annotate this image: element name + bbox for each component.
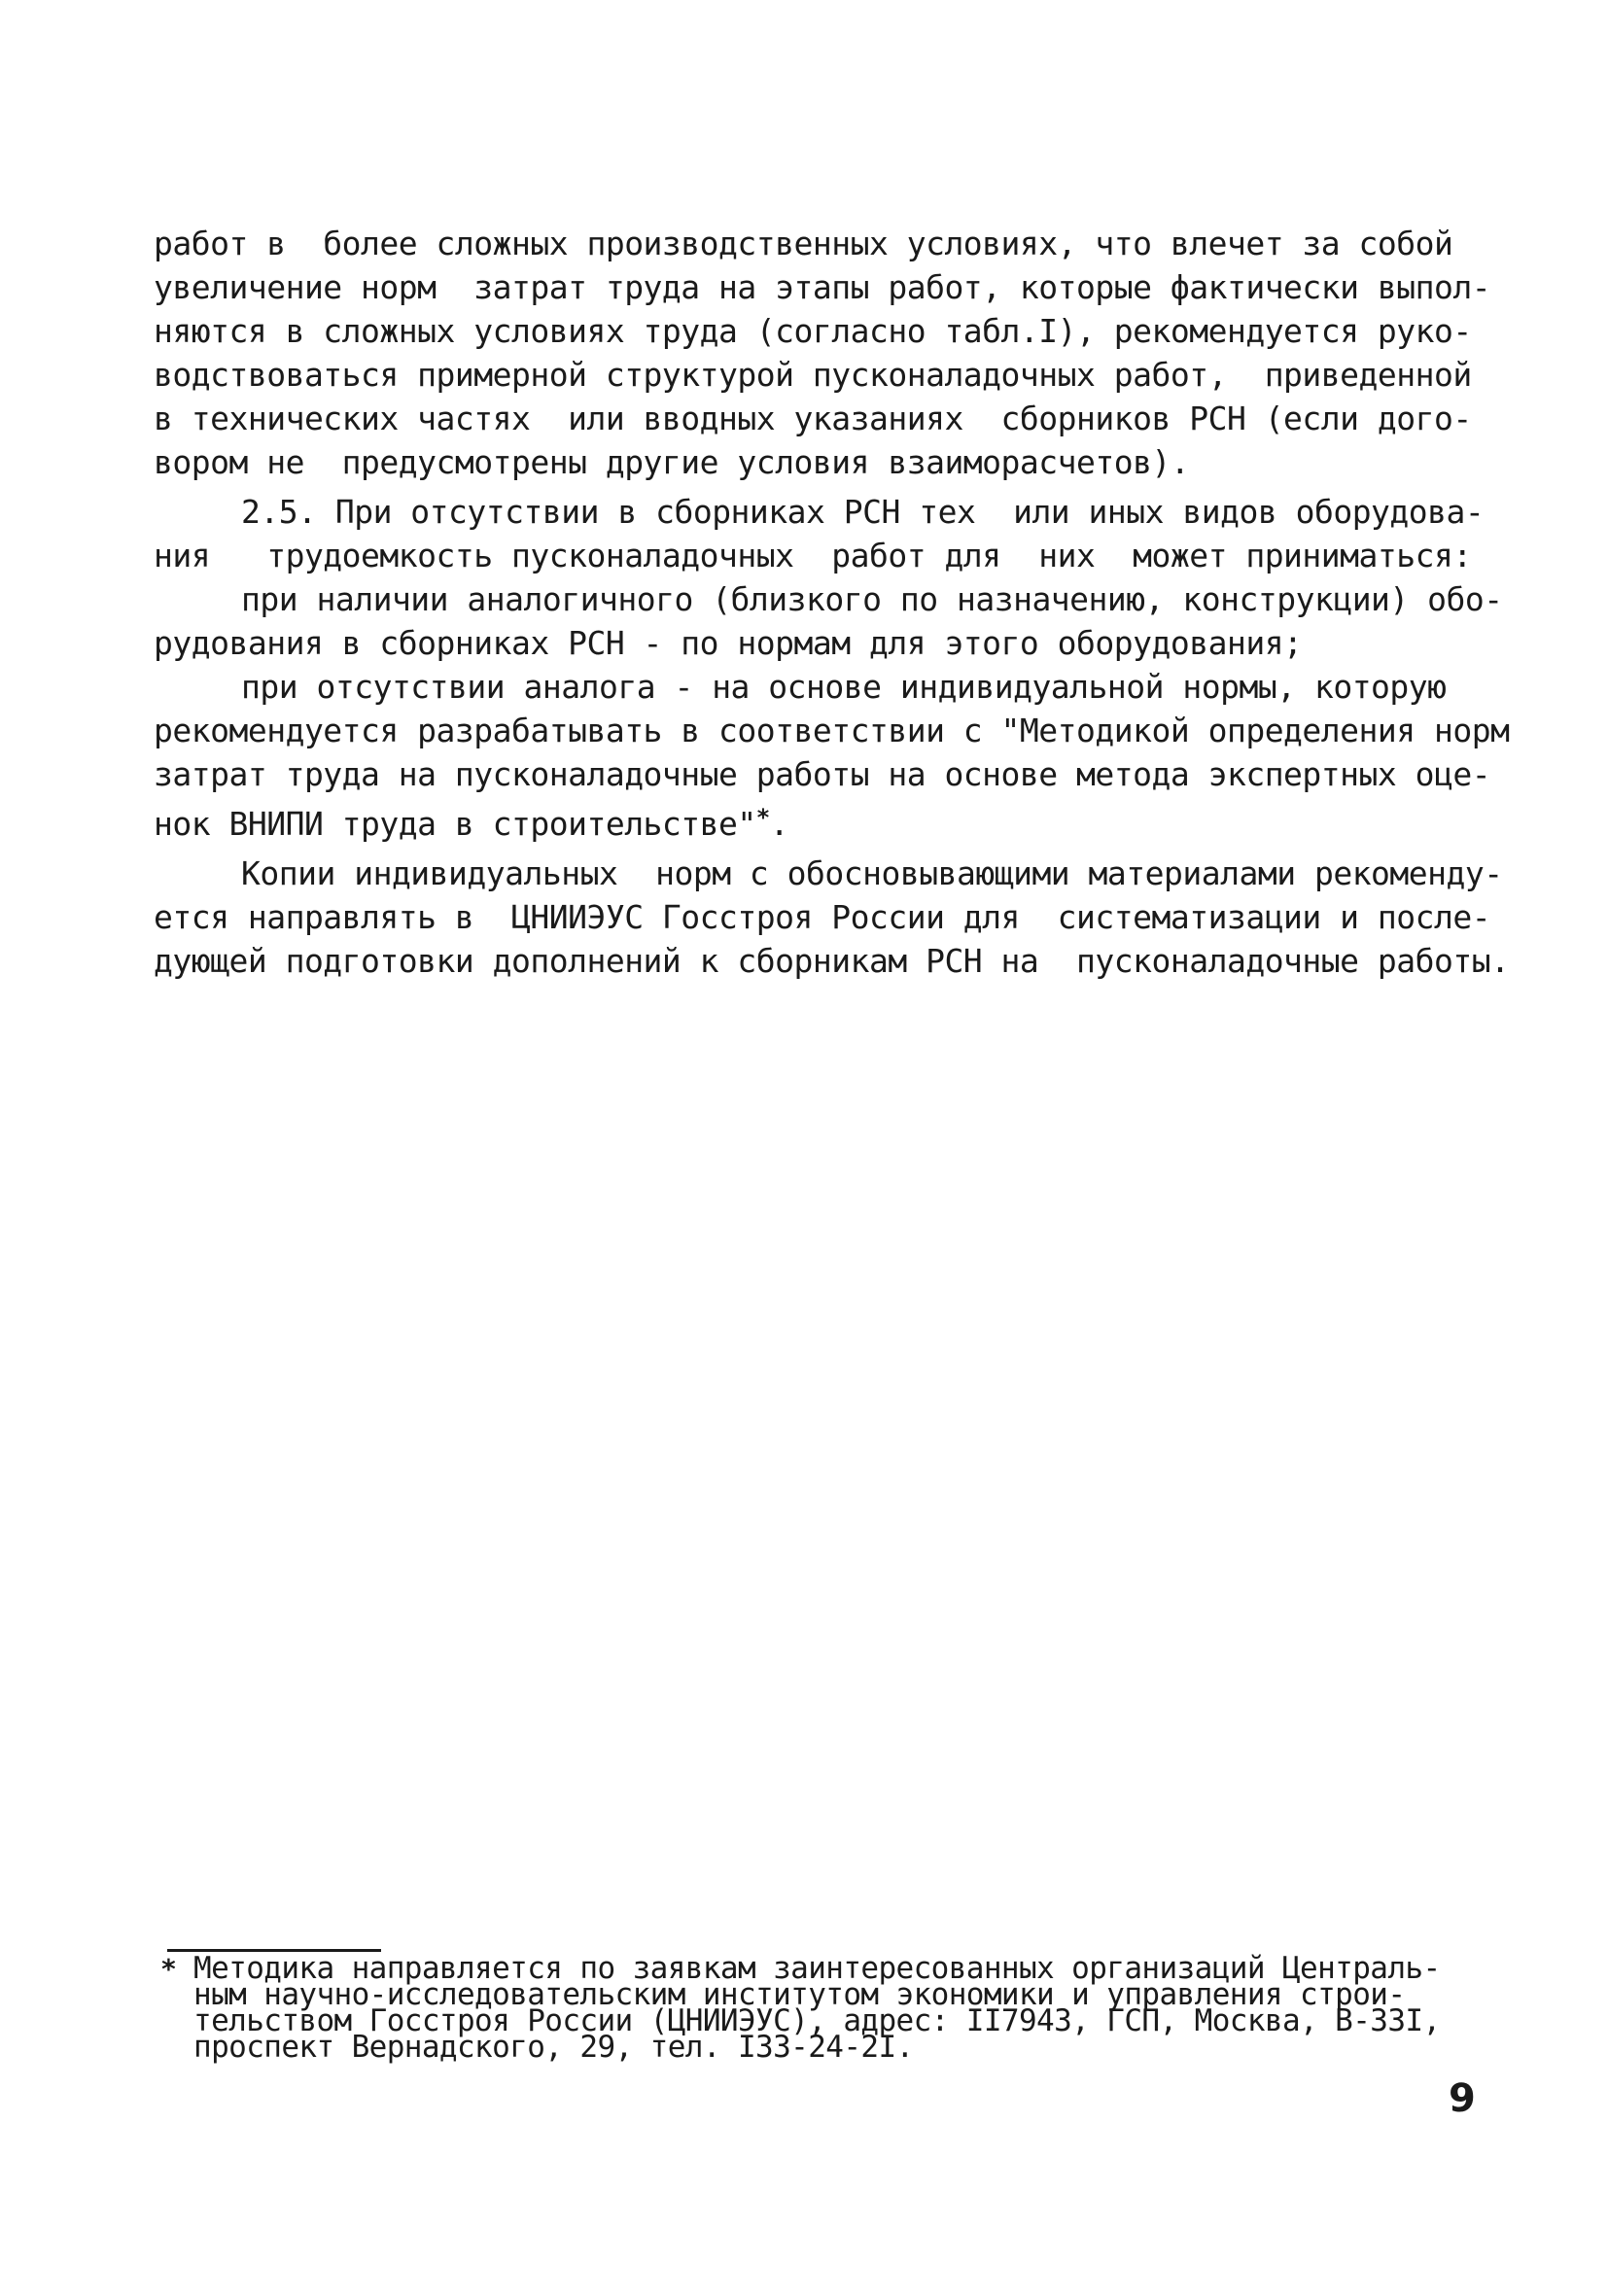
main-text [154,222,1510,983]
footnote-line: проспект Вернадского, 29, тел. I33-24-2I. [193,2030,914,2065]
text-line: водствоваться примерной структурой пусконаладочных работ, приведенной [154,356,1472,394]
copies-line: Копии индивидуальных норм с обосновывающими материалами рекоменду- [241,854,1503,892]
section-2-5-line: ния трудоемкость пусконаладочных работ для них может приниматься: [154,537,1472,574]
copies-line: ется направлять в ЦНИИЭУС Госстроя России для систематизации и после- [154,898,1491,936]
text-line: работ в более сложных производственных условиях, что влечет за собой [154,225,1453,262]
footnote-mark: * [160,1953,177,1985]
no-analog-line: рекомендуется разрабатывать в соответствии с "Методикой определения норм [154,712,1510,749]
footnote-reference: * [755,804,770,831]
footnote-line: тельством Госстроя России (ЦНИИЭУС), адрес: II7943, ГСП, Москва, В-33I, [193,2003,1441,2038]
copies-line: дующей подготовки дополнений к сборникам РСН на пусконаладочные работы. [154,942,1510,980]
sentence-end: . [769,805,789,843]
section-2-5-line: 2.5. При отсутствии в сборниках РСН тех или иных видов оборудова- [241,493,1485,531]
no-analog-line [154,796,1456,846]
no-analog-line: при отсутствии аналога - на основе индивидуальной нормы, которую [241,668,1447,706]
page-number: 9 [1449,2076,1476,2121]
analog-line: рудования в сборниках РСН - по нормам для этого оборудования; [154,624,1303,662]
footnote-text: Методика направляется по заявкам заинтересованных организаций Централь- [193,1951,1441,1986]
no-analog-last-text: нок ВНИПИ труда в строительстве" [154,805,756,843]
analog-line: при наличии аналогичного (близкого по назначению, конструкции) обо- [241,580,1503,618]
no-analog-line: затрат труда на пусконаладочные работы на основе метода экспертных оце- [154,755,1491,793]
text-line: в технических частях или вводных указаниях сборников РСН (если дого- [154,400,1472,437]
footnote [160,1951,1483,2065]
footnote-line: ным научно-исследовательским институтом экономики и управления строи- [193,1977,1406,2012]
text-line: няются в сложных условиях труда (согласно табл.I), рекомендуется руко- [154,312,1472,350]
text-line: увеличение норм затрат труда на этапы работ, которые фактически выпол- [154,268,1491,306]
text-line: вором не предусмотрены другие условия взаиморасчетов). [154,443,1190,481]
